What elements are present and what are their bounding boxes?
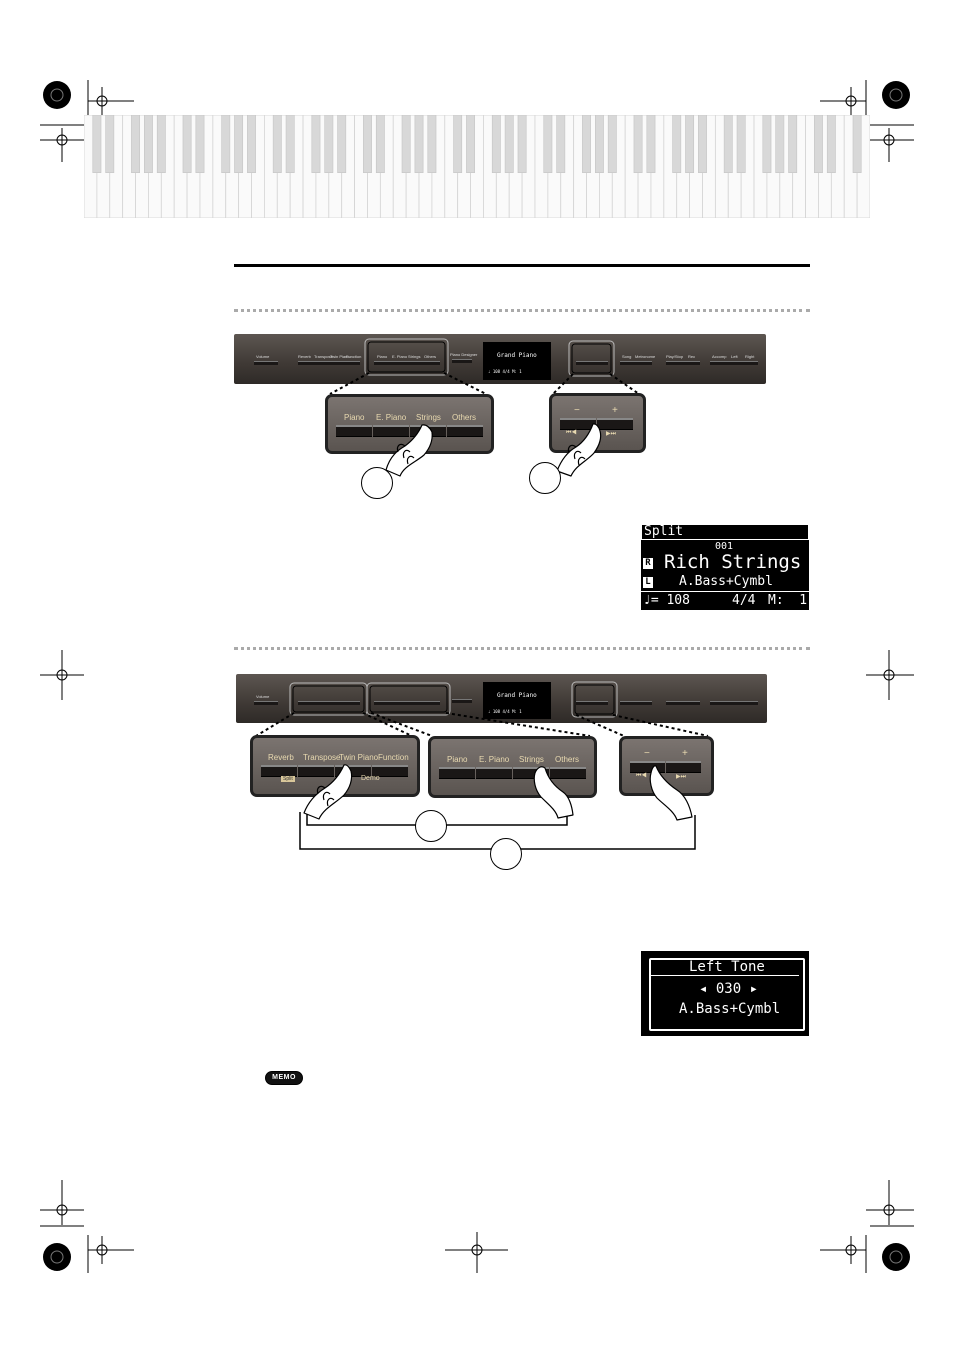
panel-display-status: ♩ 108 4/4 M: 1 (488, 369, 522, 374)
memo-badge: MEMO (265, 1071, 303, 1085)
panel-label-song: Song (622, 354, 632, 359)
zoom-label-others: Others (452, 413, 477, 422)
split-number: 001 (715, 541, 734, 552)
zoom-label-strings: Strings (416, 413, 441, 422)
split-left-badge: L (643, 577, 653, 588)
hand-icon-5 (650, 766, 692, 820)
split-header: Split (644, 524, 684, 539)
zoom-label-epiano: E. Piano (376, 413, 407, 422)
panel-label-function: Function (346, 354, 362, 359)
panel-label-play-stop: Play/Stop (666, 354, 684, 359)
left-tone-title: Left Tone (689, 959, 765, 975)
panel2-display-tone: Grand Piano (497, 692, 537, 699)
split-left-tone: A.Bass+Cymbl (679, 574, 773, 589)
step-circle-3 (415, 810, 447, 842)
zoom2-label-strings: Strings (519, 755, 544, 764)
panel-label-volume: Volume (256, 354, 270, 359)
zoom-label-fast-forward: ▶⏭ (606, 431, 617, 437)
panel-label-transpose: Transpose (314, 354, 333, 359)
zoom-label-split: Split (283, 776, 293, 782)
panel-label-left: Left (731, 354, 738, 359)
panel2-label-volume: Volume (256, 694, 270, 699)
zoom-label-plus: + (612, 405, 618, 416)
zoom-label-rewind: ⏮◀ (566, 430, 577, 436)
split-right-badge: R (643, 558, 653, 569)
panel-display-tone: Grand Piano (497, 352, 537, 359)
zoom2-label-epiano: E. Piano (479, 755, 510, 764)
zoom2-label-others: Others (555, 755, 580, 764)
panel-label-others: Others (424, 354, 437, 359)
panel-label-right: Right (745, 354, 755, 359)
zoom2-label-piano: Piano (447, 755, 468, 764)
hand-icon-4 (534, 767, 573, 818)
zoom-label-demo: Demo (361, 775, 380, 782)
split-beat: 4/4 (732, 593, 756, 608)
step-circle-4 (490, 838, 522, 870)
zoom2-label-plus: + (682, 748, 688, 759)
panel2-display-status: ♩ 108 4/4 M: 1 (488, 709, 522, 714)
left-tone-name: A.Bass+Cymbl (679, 1001, 781, 1017)
zoom-label-transpose: Transpose (303, 753, 341, 762)
panel-label-strings: Strings (408, 354, 421, 359)
zoom-label-minus: − (574, 405, 580, 416)
zoom-label-function: Function (378, 753, 409, 762)
split-right-tone: Rich Strings (664, 551, 802, 573)
panel-label-rec: Rec (688, 354, 696, 359)
left-tone-screen (641, 951, 809, 1036)
panel-label-epiano: E. Piano (392, 354, 408, 359)
panel-label-metronome: Metronome (635, 354, 656, 359)
split-tempo: ♩= 108 (643, 593, 690, 608)
panel-label-twin-piano: Twin Piano (330, 354, 350, 359)
panel-label-piano-designer: Piano Designer (450, 352, 478, 357)
zoom-label-reverb: Reverb (268, 753, 294, 762)
zoom2-label-rewind: ⏮◀ (636, 773, 647, 779)
panel-label-piano: Piano (377, 354, 388, 359)
split-measure: M: 1 (768, 593, 808, 608)
zoom2-label-minus: − (644, 748, 650, 759)
zoom-label-twin-piano: Twin Piano (339, 753, 379, 762)
zoom2-label-fast-forward: ▶⏭ (676, 774, 687, 780)
panel-label-reverb: Reverb (298, 354, 311, 359)
panel-label-accomp: Accomp (712, 354, 727, 359)
zoom-label-piano: Piano (344, 413, 365, 422)
left-tone-value[interactable]: ◂ 030 ▸ (699, 981, 759, 997)
